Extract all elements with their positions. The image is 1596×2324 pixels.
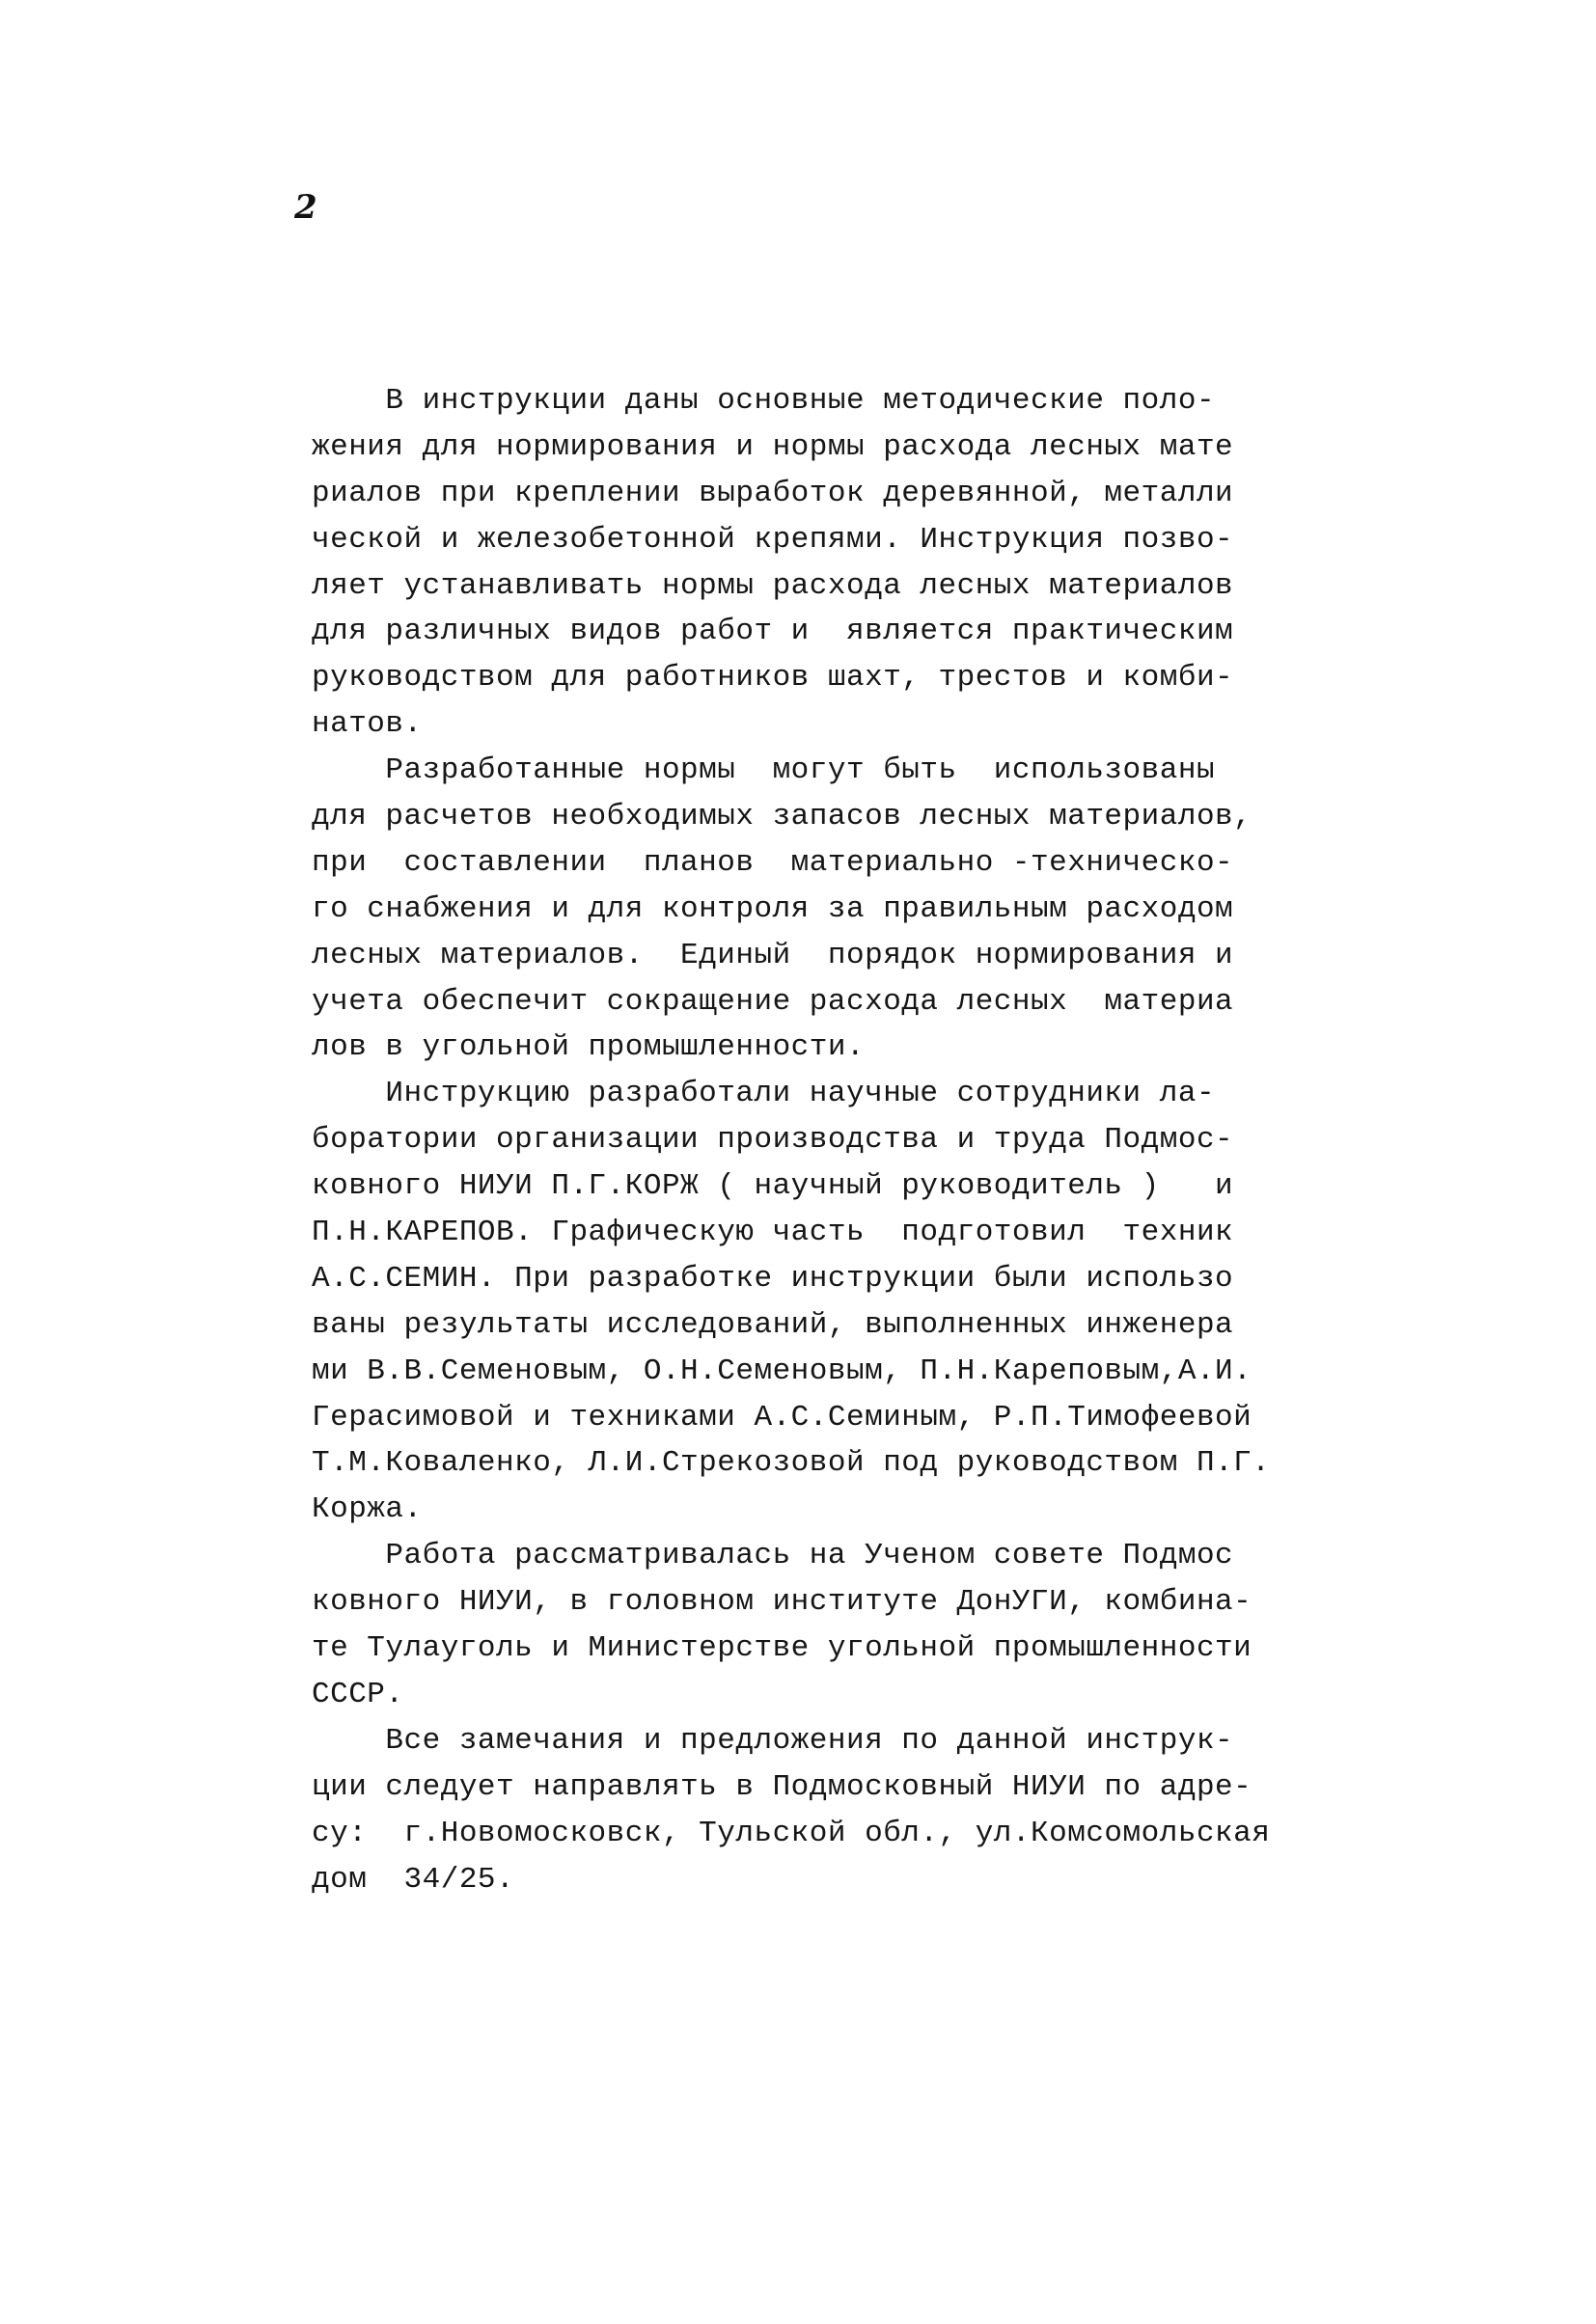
- text-line: Инструкцию разработали научные сотрудники ла-: [312, 1077, 1216, 1111]
- page-number: 2: [294, 188, 317, 227]
- text-line: дом 34/25.: [312, 1862, 515, 1897]
- text-line: для расчетов необходимых запасов лесных материалов,: [312, 800, 1252, 834]
- document-body: [312, 378, 1301, 1902]
- text-line: В инструкции даны основные методические поло-: [312, 384, 1216, 418]
- text-line: ции следует направлять в Подмосковный НИУИ по адре-: [312, 1769, 1252, 1804]
- text-line: жения для нормирования и нормы расхода лесных мате: [312, 429, 1234, 464]
- paragraph-intro: [312, 378, 1301, 748]
- paragraph-contact-address: [312, 1718, 1301, 1903]
- text-line: Работа рассматривалась на Ученом совете Подмос: [312, 1539, 1234, 1573]
- text-line: Все замечания и предложения по данной инструк-: [312, 1723, 1234, 1758]
- text-line: лесных материалов. Единый порядок нормирования и: [312, 938, 1234, 972]
- text-line: го снабжения и для контроля за правильным расходом: [312, 891, 1234, 926]
- text-line: су: г.Новомосковск, Тульской обл., ул.Комсомольская: [312, 1816, 1271, 1850]
- text-line: при составлении планов материально -техническо-: [312, 845, 1234, 880]
- text-line: руководством для работников шахт, трестов и комби-: [312, 661, 1234, 696]
- text-line: лов в угольной промышленности.: [312, 1030, 866, 1065]
- text-line: Герасимовой и техниками А.С.Семиным, Р.П.Тимофеевой: [312, 1400, 1252, 1435]
- text-line: ваны результаты исследований, выполненных инженера: [312, 1307, 1234, 1342]
- text-line: для различных видов работ и является практическим: [312, 615, 1234, 649]
- text-line: ми В.В.Семеновым, О.Н.Семеновым, П.Н.Кареповым,А.И.: [312, 1353, 1252, 1388]
- text-line: учета обеспечит сокращение расхода лесных материа: [312, 984, 1234, 1019]
- text-line: те Тулауголь и Министерстве угольной промышленности: [312, 1631, 1252, 1666]
- text-line: А.С.СЕМИН. При разработке инструкции были использо: [312, 1261, 1234, 1296]
- text-line: натов.: [312, 707, 423, 742]
- text-line: Т.М.Коваленко, Л.И.Стрекозовой под руководством П.Г.: [312, 1446, 1271, 1481]
- text-line: СССР.: [312, 1677, 404, 1711]
- text-line: риалов при креплении выработок деревянной, металли: [312, 476, 1234, 510]
- text-line: ляет устанавливать нормы расхода лесных материалов: [312, 568, 1234, 603]
- paragraph-review: [312, 1533, 1301, 1718]
- text-line: Разработанные нормы могут быть использованы: [312, 753, 1216, 788]
- paragraph-authors: [312, 1071, 1301, 1533]
- text-line: ковного НИУИ, в головном институте ДонУГИ, комбина-: [312, 1585, 1252, 1620]
- text-line: боратории организации производства и труда Подмос-: [312, 1123, 1234, 1158]
- text-line: ческой и железобетонной крепями. Инструкция позво-: [312, 522, 1234, 557]
- text-line: ковного НИУИ П.Г.КОРЖ ( научный руководитель ) и: [312, 1169, 1234, 1204]
- text-line: П.Н.КАРЕПОВ. Графическую часть подготовил техник: [312, 1216, 1234, 1250]
- text-line: Коржа.: [312, 1492, 423, 1527]
- paragraph-norms-usage: [312, 748, 1301, 1071]
